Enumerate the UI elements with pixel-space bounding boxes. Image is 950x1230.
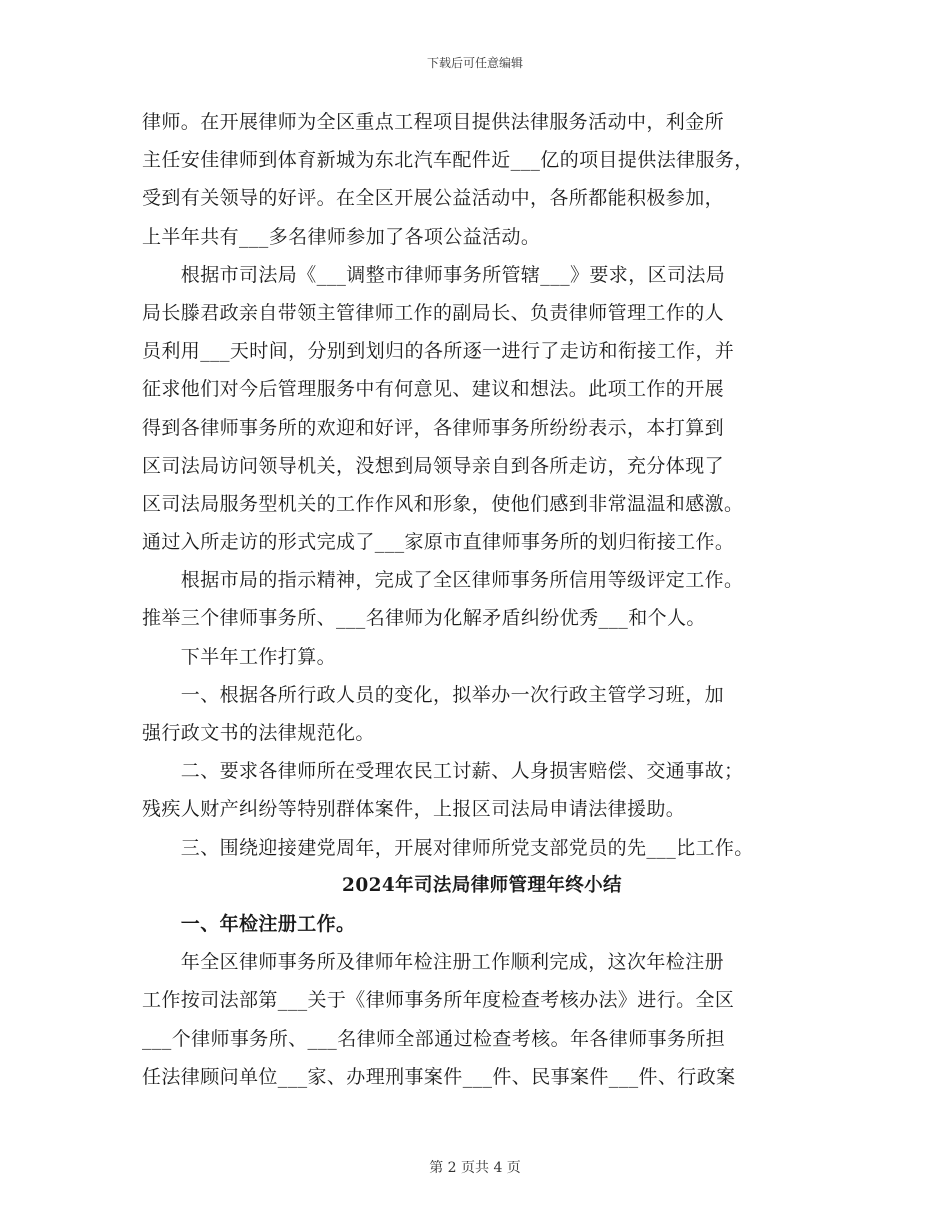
body-line-7: 员利用___天时间，分别到划归的各所逐一进行了走访和衔接工作，并 <box>142 340 735 363</box>
body-line-20: 三、围绕迎接建党周年，开展对律师所党支部党员的先___比工作。 <box>142 836 754 859</box>
page-header: 下载后可任意编辑 <box>426 56 523 70</box>
body-line-9: 得到各律师事务所的欢迎和好评，各律师事务所纷纷表示，本打算到 <box>142 416 725 439</box>
body-line-12: 通过入所走访的形式完成了___家原市直律师事务所的划归衔接工作。 <box>142 531 735 554</box>
body-line-8: 征求他们对今后管理服务中有何意见、建议和想法。此项工作的开展 <box>142 378 725 401</box>
body-line-2: 主任安佳律师到体育新城为东北汽车配件近___亿的项目提供法律服务， <box>142 149 754 172</box>
body-line-15: 下半年工作打算。 <box>142 645 337 668</box>
body-line-23: 年全区律师事务所及律师年检注册工作顺利完成，这次年检注册 <box>142 951 725 974</box>
subsection-heading: 一、年检注册工作。 <box>142 912 356 935</box>
body-line-19: 残疾人财产纠纷等特别群体案件，上报区司法局申请法律援助。 <box>142 798 686 821</box>
page-number-footer: 第 2 页共 4 页 <box>429 1160 521 1176</box>
body-line-17: 强行政文书的法律规范化。 <box>142 722 375 744</box>
body-line-18: 二、要求各律师所在受理农民工讨薪、人身损害赔偿、交通事故； <box>142 760 744 783</box>
body-line-13: 根据市局的指示精神，完成了全区律师事务所信用等级评定工作。 <box>142 569 744 592</box>
body-line-10: 区司法局访问领导机关，没想到局领导亲自到各所走访，充分体现了 <box>142 454 725 477</box>
body-line-11: 区司法局服务型机关的工作作风和形象，使他们感到非常温温和感激。 <box>142 492 744 515</box>
body-line-1: 律师。在开展律师为全区重点工程项目提供法律服务活动中，利金所 <box>142 111 725 133</box>
body-line-26: 任法律顾问单位___家、办理刑事案件___件、民事案件___件、行政案 <box>142 1065 736 1088</box>
document-body <box>142 103 822 1096</box>
body-line-6: 局长滕君政亲自带领主管律师工作的副局长、负责律师管理工作的人 <box>142 301 725 324</box>
body-line-24: 工作按司法部第___关于《律师事务所年度检查考核办法》进行。全区 <box>142 989 735 1012</box>
body-line-16: 一、根据各所行政人员的变化，拟举办一次行政主管学习班，加 <box>142 683 725 706</box>
body-line-4: 上半年共有___多名律师参加了各项公益活动。 <box>142 225 541 248</box>
body-line-25: ___个律师事务所、___名律师全部通过检查考核。年各律师事务所担 <box>142 1027 726 1050</box>
body-line-3: 受到有关领导的好评。在全区开展公益活动中，各所都能积极参加， <box>142 187 725 210</box>
section-title: 2024年司法局律师管理年终小结 <box>342 874 622 896</box>
body-line-14: 推举三个律师事务所、___名律师为化解矛盾纠纷优秀___和个人。 <box>142 607 706 630</box>
body-line-5: 根据市司法局《___调整市律师事务所管辖___》要求，区司法局 <box>142 263 726 286</box>
